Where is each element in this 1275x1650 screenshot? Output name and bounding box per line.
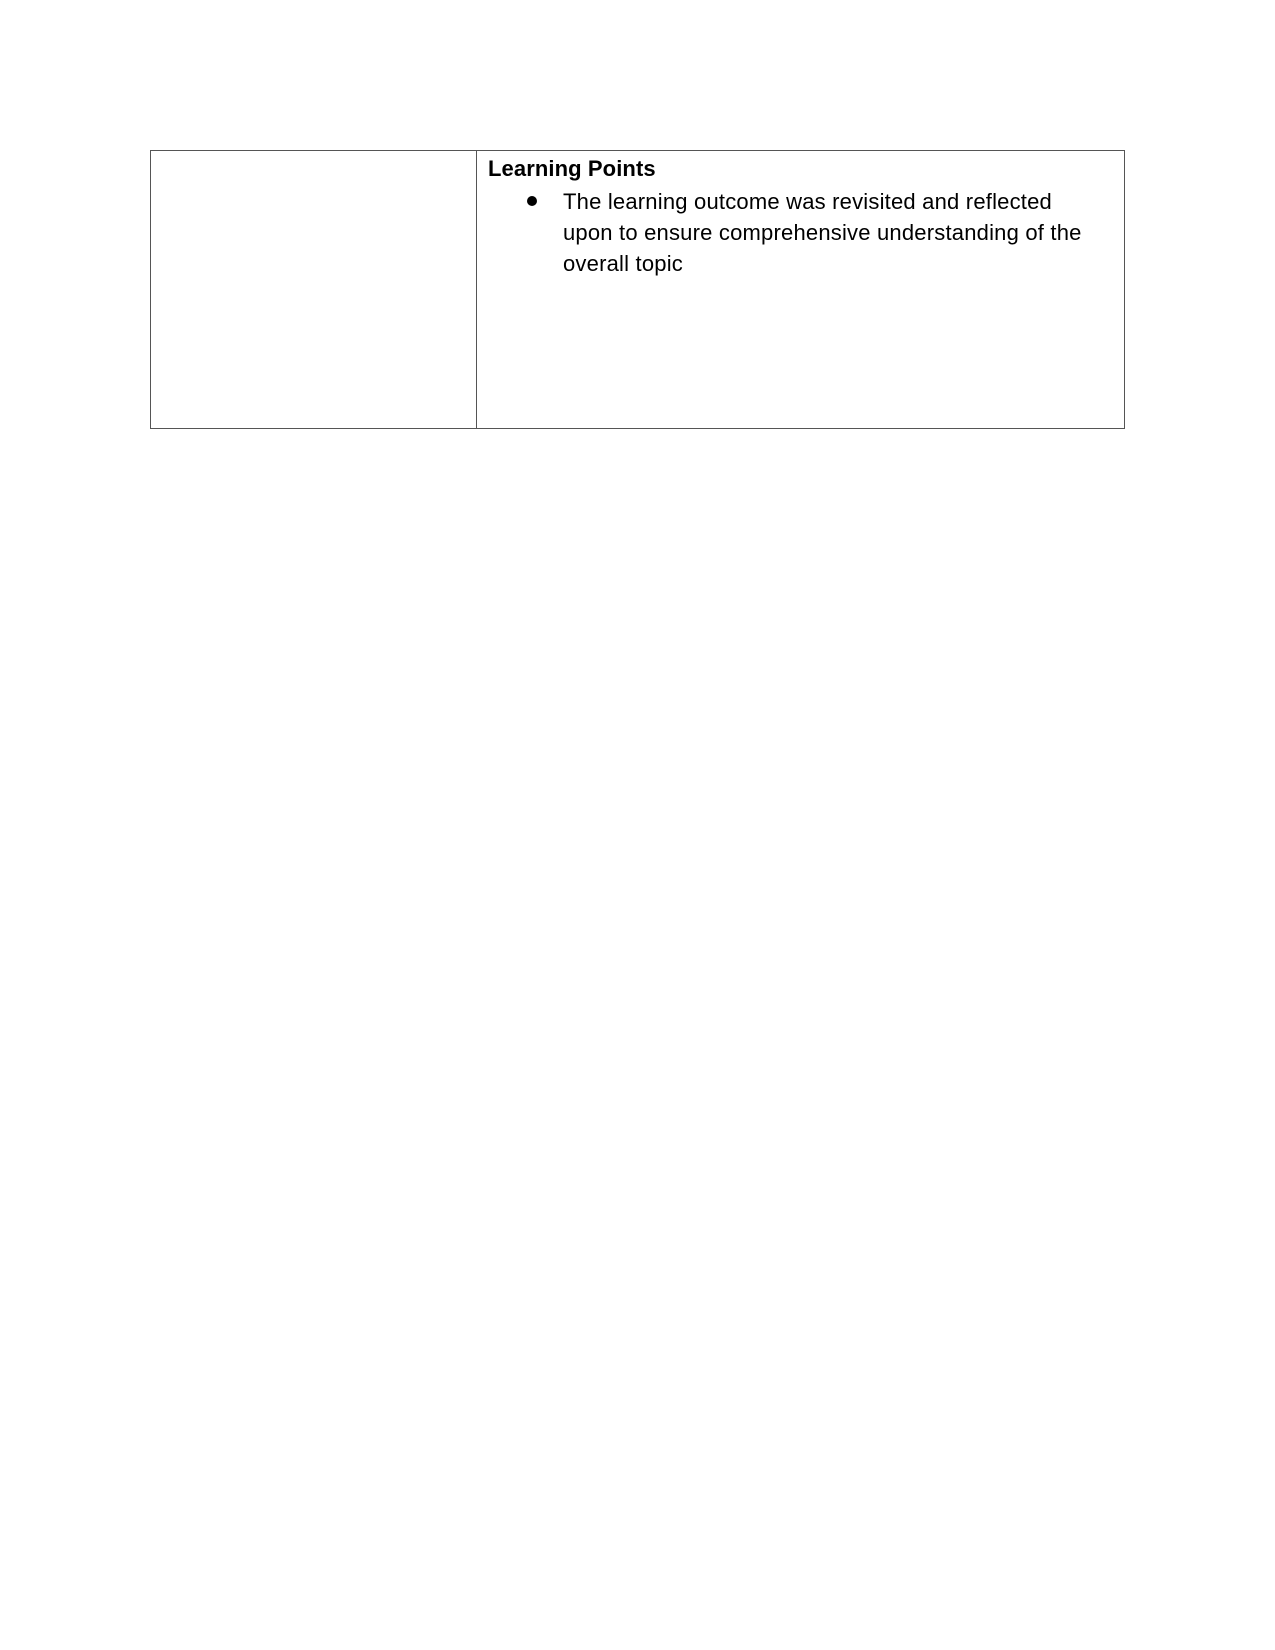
bullet-icon xyxy=(527,196,537,206)
list-item-text: The learning outcome was revisited and reflected upon to ensure comprehensive understanding of the overall topic xyxy=(563,189,1082,276)
list-item xyxy=(488,186,1114,279)
table-cell-right xyxy=(477,151,1125,429)
content-table xyxy=(150,150,1125,429)
table-row xyxy=(151,151,1125,429)
learning-points-list xyxy=(488,186,1114,279)
table-cell-left xyxy=(151,151,477,429)
learning-points-heading: Learning Points xyxy=(488,156,656,181)
